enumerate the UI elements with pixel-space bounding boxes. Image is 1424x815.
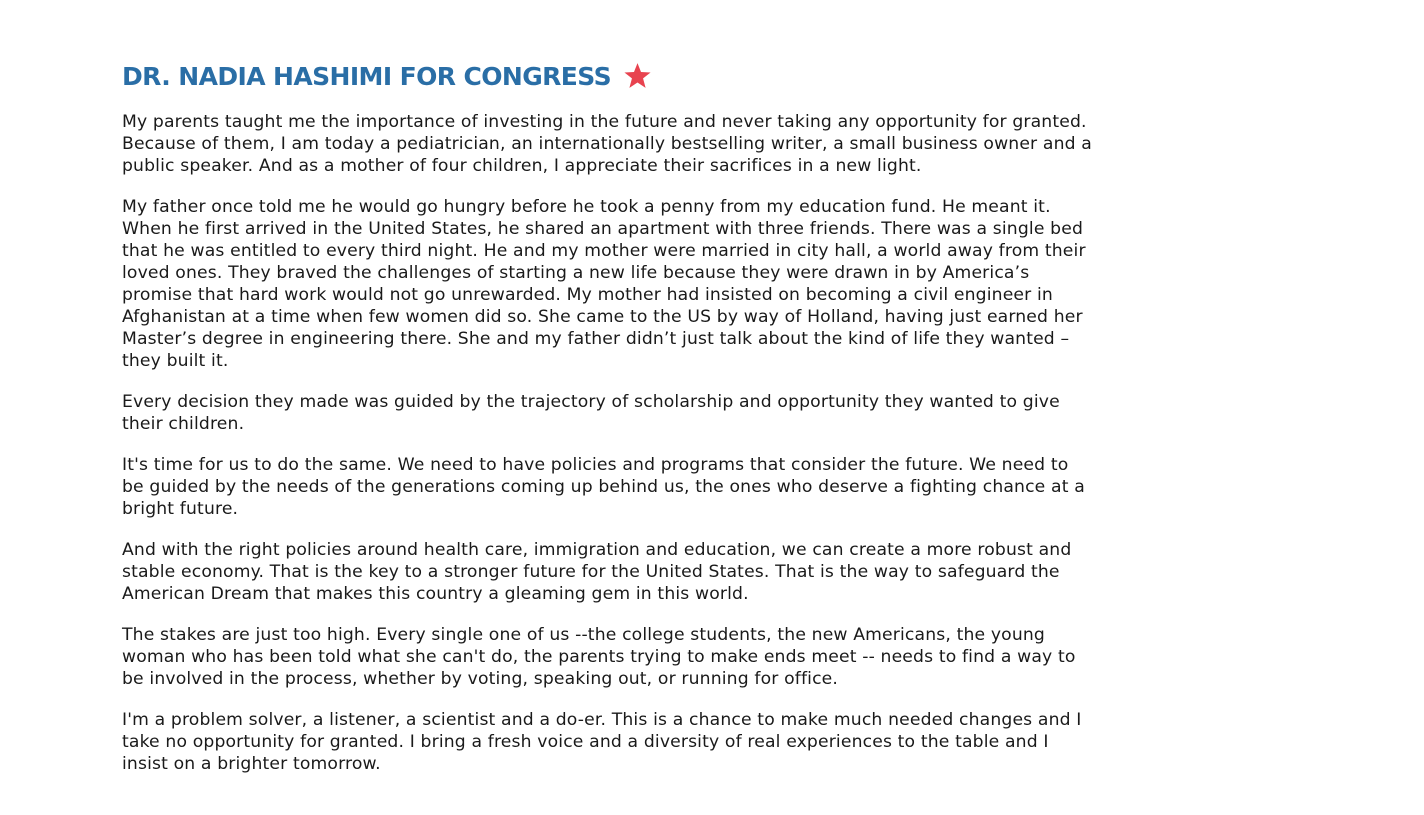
- text-line: When he first arrived in the United States, he shared an apartment with three friends. There was a single bed: [122, 219, 1083, 239]
- text-line: they built it.: [122, 351, 229, 371]
- text-line: be guided by the needs of the generations coming up behind us, the ones who deserve a fighting chance at a: [122, 477, 1085, 497]
- text-line: Master’s degree in engineering there. She and my father didn’t just talk about the kind of life they wanted –: [122, 329, 1070, 349]
- text-line: take no opportunity for granted. I bring a fresh voice and a diversity of real experiences to the table and I: [122, 732, 1049, 752]
- text-line: My parents taught me the importance of investing in the future and never taking any opportunity for granted.: [122, 112, 1087, 132]
- text-line: promise that hard work would not go unrewarded. My mother had insisted on becoming a civil engineer in: [122, 285, 1053, 305]
- text-line: insist on a brighter tomorrow.: [122, 754, 381, 774]
- text-line: Because of them, I am today a pediatrician, an internationally bestselling writer, a small business owner and a: [122, 134, 1092, 154]
- text-line: Every decision they made was guided by the trajectory of scholarship and opportunity they wanted to give: [122, 392, 1060, 412]
- paragraph-decisions: [122, 391, 1242, 435]
- text-line: public speaker. And as a mother of four children, I appreciate their sacrifices in a new light.: [122, 156, 922, 176]
- text-line: loved ones. They braved the challenges of starting a new life because they were drawn in by America’s: [122, 263, 1030, 283]
- text-line: American Dream that makes this country a gleaming gem in this world.: [122, 584, 749, 604]
- paragraph-father: [122, 196, 1242, 372]
- title-row: [122, 58, 1242, 94]
- paragraph-parents: [122, 111, 1242, 177]
- text-line: woman who has been told what she can't do, the parents trying to make ends meet -- needs to find a way to: [122, 647, 1076, 667]
- text-line: It's time for us to do the same. We need to have policies and programs that consider the future. We need to: [122, 455, 1069, 475]
- text-line: I'm a problem solver, a listener, a scientist and a do-er. This is a chance to make much needed changes and I: [122, 710, 1082, 730]
- paragraph-policies: [122, 539, 1242, 605]
- text-line: The stakes are just too high. Every single one of us --the college students, the new Americans, the young: [122, 625, 1045, 645]
- paragraph-stakes: [122, 624, 1242, 690]
- paragraph-time: [122, 454, 1242, 520]
- text-line: My father once told me he would go hungry before he took a penny from my education fund. He meant it.: [122, 197, 1051, 217]
- text-line: Afghanistan at a time when few women did so. She came to the US by way of Holland, having just earned her: [122, 307, 1083, 327]
- page-title: DR. NADIA HASHIMI FOR CONGRESS: [122, 61, 611, 91]
- main-content: [122, 58, 1242, 794]
- text-line: that he was entitled to every third night. He and my mother were married in city hall, a world away from their: [122, 241, 1086, 261]
- paragraph-problem-solver: [122, 709, 1242, 775]
- text-line: their children.: [122, 414, 245, 434]
- star-icon: [623, 62, 652, 90]
- text-line: be involved in the process, whether by voting, speaking out, or running for office.: [122, 669, 839, 689]
- text-line: And with the right policies around health care, immigration and education, we can create a more robust and: [122, 540, 1072, 560]
- text-line: stable economy. That is the key to a stronger future for the United States. That is the way to safeguard the: [122, 562, 1060, 582]
- text-line: bright future.: [122, 499, 239, 519]
